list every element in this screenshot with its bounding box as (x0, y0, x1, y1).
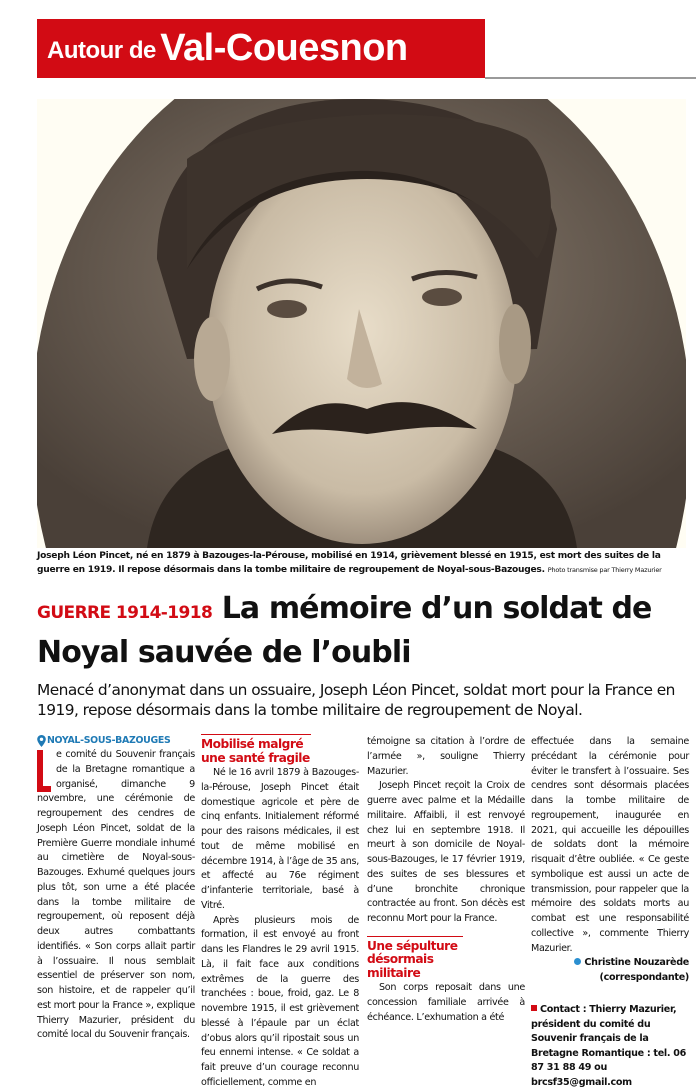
subheading-2: Une sépulture désormais militaire (367, 936, 463, 981)
photo-caption (37, 549, 689, 577)
intro-text: e comité du Souvenir français de la Bretagne romantique a organisé, dimanche 9 novembre, une cérémonie de regroupement des cendres de Joseph Léon Pincet, soldat de la Première Guerre mondiale inhumé au cimetière de Noyal-sous-Bazouges. Exhumé quelques jours plus tôt, son urne a été placée dans la tombe militaire de regroupement, où reposent déjà deux autres combattants identifiés. « Son corps allait partir à l’ossuaire. Il nous semblait essentiel de préserver son nom, son histoire, et de rappeler qu’il est mort pour la France », explique Thierry Mazurier, président du comité local du Souvenir français. (37, 749, 195, 1041)
subheading-1: Mobilisé malgré une santé fragile (201, 734, 311, 765)
portrait-image (37, 99, 686, 548)
location-pin-icon (37, 735, 46, 747)
article-column-3 (367, 735, 525, 1026)
author-name: Christine Nouzarède (584, 957, 689, 969)
paragraph-2-continued: témoigne sa citation à l’ordre de l’armée », souligne Thierry Mazurier. (367, 736, 525, 777)
article-column-2 (201, 734, 359, 1091)
article-standfirst: Menacé d’anonymat dans un ossuaire, Joseph Léon Pincet, soldat mort pour la France en 1919, repose désormais dans la tombe militaire de regroupement de Noyal. (37, 681, 675, 719)
article-column-1 (37, 734, 195, 1043)
contact-text: Contact : Thierry Mazurier, président du comité du Souvenir français de la Bretagne Romantique : tel. 06 87 31 88 49 ou brcsf35@gmail.com (531, 1004, 687, 1088)
contact-bullet-icon (531, 1005, 537, 1011)
photo-credit: Photo transmise par Thierry Mazurier (547, 566, 662, 574)
portrait-photo (37, 99, 686, 548)
section-header (37, 19, 485, 78)
intro-paragraph (37, 748, 195, 1043)
article-column-4 (531, 735, 689, 1090)
article-kicker: GUERRE 1914-1918 (37, 603, 213, 623)
dropcap-letter (37, 750, 51, 792)
paragraph-4-continued: effectuée dans la semaine précédant la cérémonie pour éviter le transfert à l’ossuaire. Ses cendres sont désormais placées dans la tombe militaire de regroupement, inaugurée en 2021, qui accueille les dépouilles de soldats dont la mémoire risquait d’être oubliée. « Ce geste symbolique est aussi un acte de transmission, pour rappeler que la mémoire des soldats morts au combat est une responsabilité collective », commente Thierry Mazurier. (531, 736, 689, 954)
article-headline (37, 589, 696, 672)
author-bullet-icon (574, 958, 581, 965)
author-signature (531, 956, 689, 985)
author-role: (correspondante) (599, 971, 689, 983)
paragraph-4: Son corps reposait dans une concession familiale arrivée à échéance. L’exhumation a été (367, 982, 525, 1023)
headline-text: La mémoire d’un soldat de Noyal sauvée de l’oubli (37, 591, 652, 670)
caption-text: Joseph Léon Pincet, né en 1879 à Bazouges-la-Pérouse, mobilisé en 1914, grièvement blessé en 1915, est mort des suites de la guerre en 1919. Il repose désormais dans la tombe militaire de regroupement de Noyal-sous-Bazouges. (37, 551, 661, 575)
contact-box (531, 1003, 689, 1090)
header-rule (485, 77, 696, 79)
section-prefix: Autour de (47, 37, 156, 64)
paragraph-3: Joseph Pincet reçoit la Croix de guerre avec palme et la Médaille militaire. Affaibli, il est renvoyé chez lui en septembre 1918. Il meurt à son domicile de Noyal-sous-Bazouges, le 17 février 1919, des suites de ses blessures et d’une bronchite chronique contractée au front. Son décès est reconnu Mort pour la France. (367, 780, 525, 924)
section-title: Val-Couesnon (160, 27, 408, 69)
paragraph-1: Né le 16 avril 1879 à Bazouges-la-Pérouse, Joseph Pincet était domestique agricole et père de cinq enfants. Initialement réformé pour des raisons médicales, il est tout de même mobilisé en décembre 1914, à l’âge de 35 ans, et affecté au 76e régiment d’infanterie territoriale, basé à Vitré. (201, 767, 359, 911)
paragraph-2: Après plusieurs mois de formation, il est envoyé au front dans les Flandres le 29 avril 1915. Là, il fait face aux conditions extrêmes de la guerre des tranchées : boue, froid, gaz. Le 8 novembre 1915, il est grièvement blessé à l’épaule par un éclat d’obus alors qu’il ripostait sous un feu ennemi intense. « Ce soldat a fait preuve d’un courage reconnu officiellement, comme en (201, 914, 359, 1088)
location-label: NOYAL-SOUS-BAZOUGES (47, 735, 171, 746)
location-tag (37, 734, 195, 747)
